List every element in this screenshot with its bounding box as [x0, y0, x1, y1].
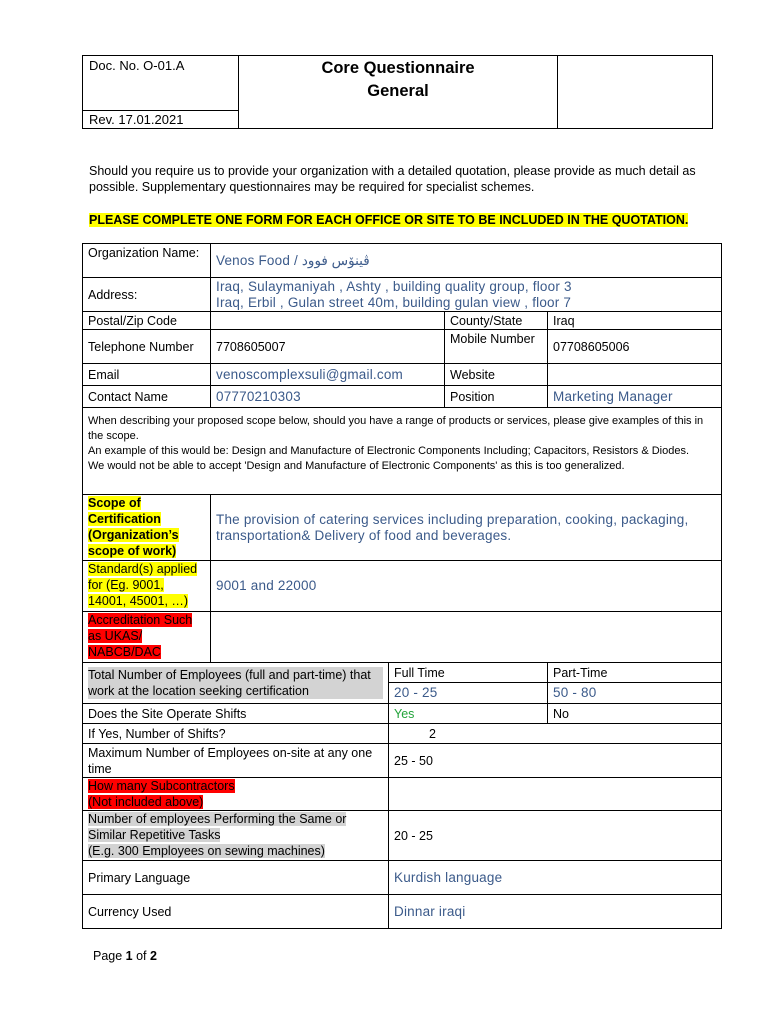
employees-label: Total Number of Employees (full and part-time) that work at the location seeking certification [88, 667, 383, 699]
repetitive-label-2: Similar Repetitive Tasks [88, 828, 221, 842]
email-field[interactable]: venoscomplexsuli@gmail.com [210, 363, 445, 386]
position-label: Position [444, 385, 548, 408]
page-current: 1 [125, 949, 133, 963]
org-name-field[interactable]: Venos Food / ڤینۆس فوود [210, 243, 722, 278]
shifts-label: Does the Site Operate Shifts [82, 703, 389, 724]
mobile-label: Mobile Number [444, 329, 548, 364]
postal-label: Postal/Zip Code [82, 311, 211, 330]
doc-number: Doc. No. O-01.A [89, 58, 185, 73]
notice-text: PLEASE COMPLETE ONE FORM FOR EACH OFFICE OR SITE TO BE INCLUDED IN THE QUOTATION. [89, 213, 689, 227]
subcontractors-label-cell [82, 777, 389, 811]
org-name-label: Organization Name: [82, 243, 211, 278]
scope-note-1: When describing your proposed scope below, should you have a range of products or services, please give examples of this in the scope. [88, 415, 704, 442]
contact-field[interactable]: 07770210303 [210, 385, 445, 408]
parttime-field[interactable]: 50 - 80 [547, 682, 722, 704]
shifts-yes-field[interactable]: Yes [388, 703, 548, 724]
accreditation-field[interactable] [210, 611, 722, 663]
document-title [239, 57, 557, 103]
mobile-field[interactable]: 07708605006 [547, 329, 722, 364]
num-shifts-value: 2 [429, 726, 436, 741]
standards-label-cell [82, 560, 211, 612]
scope-instructions [82, 407, 722, 495]
header-divider-rev [82, 110, 239, 111]
fulltime-field[interactable]: 20 - 25 [388, 682, 548, 704]
max-employees-field[interactable]: 25 - 50 [388, 743, 722, 778]
standards-label: Standard(s) applied for (Eg. 9001, 14001, 45001, …) [88, 562, 198, 608]
accreditation-label: Accreditation Such as UKAS/ NABCB/DAC [88, 613, 193, 659]
scope-label-cell [82, 494, 211, 561]
county-field[interactable]: Iraq [547, 311, 722, 330]
num-shifts-label: If Yes, Number of Shifts? [82, 723, 389, 744]
email-label: Email [82, 363, 211, 386]
address-line-1: Iraq, Sulaymaniyah , Ashty , building quality group, floor 3 [216, 279, 572, 294]
title-line-1: Core Questionnaire [321, 59, 475, 77]
page-number [93, 949, 157, 963]
subcontractors-field[interactable] [388, 777, 722, 811]
scope-field[interactable]: The provision of catering services including preparation, cooking, packaging, transportation& Delivery of food and beverages. [210, 494, 722, 561]
address-field[interactable] [210, 277, 722, 312]
page-total: 2 [150, 949, 157, 963]
postal-field[interactable] [210, 311, 445, 330]
num-shifts-field[interactable] [388, 723, 722, 744]
revision-date: Rev. 17.01.2021 [89, 112, 184, 127]
repetitive-label-1: Number of employees Performing the Same or [88, 812, 347, 826]
currency-field[interactable]: Dinnar iraqi [388, 894, 722, 929]
standards-field[interactable]: 9001 and 22000 [210, 560, 722, 612]
address-label: Address: [82, 277, 211, 312]
position-field[interactable]: Marketing Manager [547, 385, 722, 408]
fulltime-header: Full Time [388, 662, 548, 683]
page-middle: of [132, 949, 150, 963]
website-label: Website [444, 363, 548, 386]
website-field[interactable] [547, 363, 722, 386]
scope-label: Scope of Certification (Organization’s scope of work) [88, 496, 179, 558]
county-label: County/State [444, 311, 548, 330]
language-field[interactable]: Kurdish language [388, 860, 722, 895]
intro-paragraph: Should you require us to provide your organization with a detailed quotation, please provide as much detail as possible. Supplementary questionnaires may be required for specialist schemes. [89, 164, 696, 194]
language-label: Primary Language [82, 860, 389, 895]
repetitive-label-cell [82, 810, 389, 861]
repetitive-label-3: (E.g. 300 Employees on sewing machines) [88, 844, 325, 858]
employees-label-cell [82, 662, 389, 704]
address-line-2: Iraq, Erbil , Gulan street 40m, building gulan view , floor 7 [216, 295, 572, 310]
repetitive-field[interactable]: 20 - 25 [388, 810, 722, 861]
telephone-field[interactable]: 7708605007 [210, 329, 445, 364]
scope-note-2: An example of this would be: Design and Manufacture of Electronic Components Including; Capacitors, Resistors & Diodes. [88, 445, 690, 457]
scope-note-3: We would not be able to accept 'Design and Manufacture of Electronic Components' as this is too generalized. [88, 460, 625, 472]
shifts-no-field[interactable]: No [547, 703, 722, 724]
header-divider-right [557, 55, 558, 129]
max-employees-label: Maximum Number of Employees on-site at any one time [82, 743, 389, 778]
currency-label: Currency Used [82, 894, 389, 929]
accreditation-label-cell [82, 611, 211, 663]
contact-label: Contact Name [82, 385, 211, 408]
subcontractors-label-1: How many Subcontractors [88, 779, 235, 793]
page-prefix: Page [93, 949, 126, 963]
telephone-label: Telephone Number [82, 329, 211, 364]
notice-banner [89, 212, 688, 228]
subcontractors-label-2: (Not included above) [88, 795, 204, 809]
title-line-2: General [367, 82, 429, 100]
parttime-header: Part-Time [547, 662, 722, 683]
